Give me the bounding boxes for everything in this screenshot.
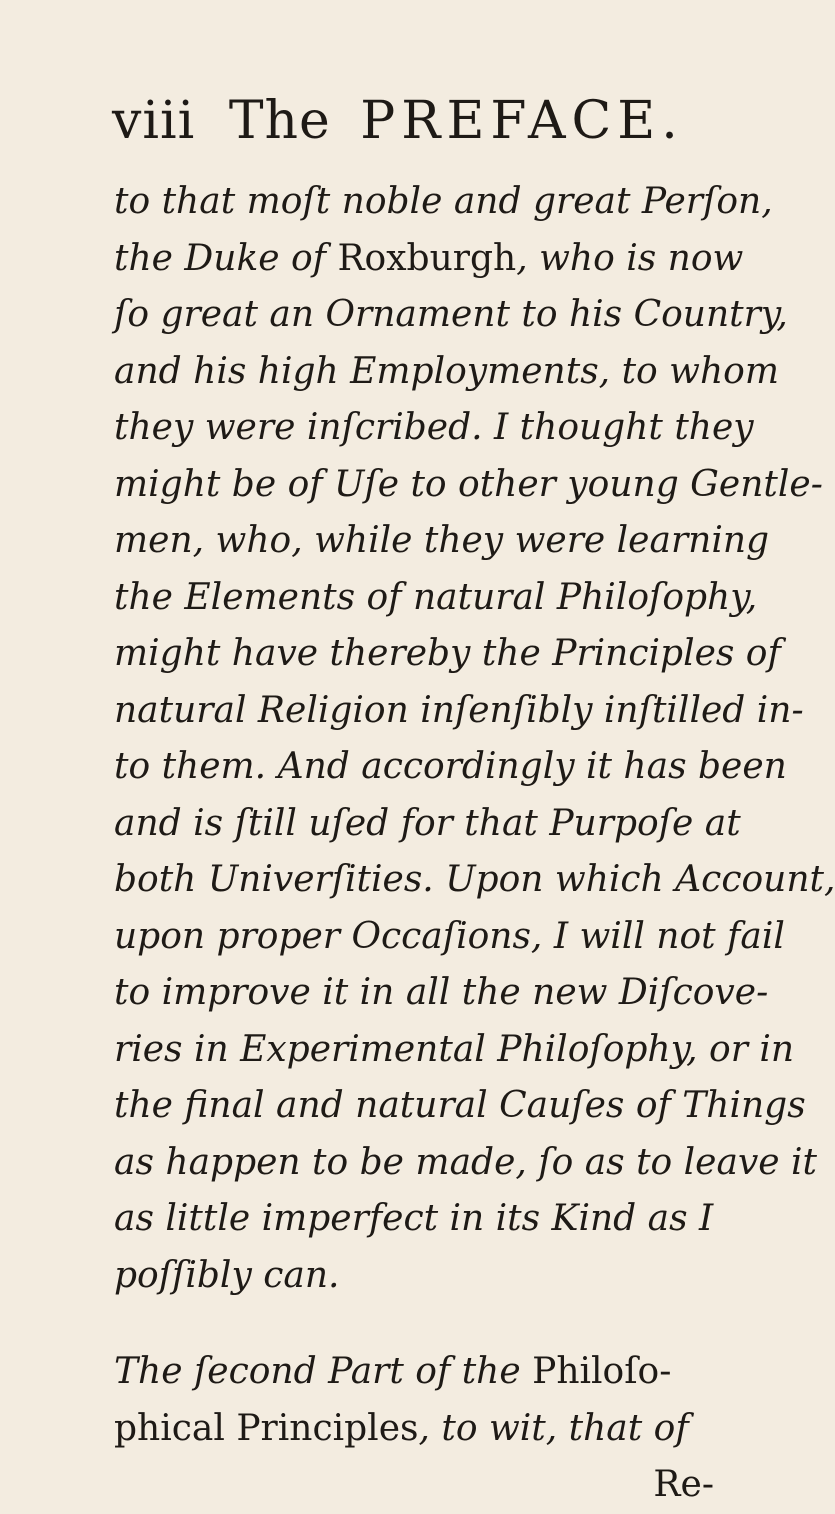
text-line: they were inſcribed. I thought they bbox=[114, 407, 754, 448]
text-line bbox=[114, 231, 744, 288]
text-segment: , who is now bbox=[516, 237, 744, 279]
page-number: viii bbox=[112, 91, 196, 151]
text-line: both Univerſities. Upon which Account, bbox=[114, 859, 835, 900]
text-line: natural Religion inſenſibly inſtilled in- bbox=[114, 689, 804, 731]
text-line: might be of Uſe to other young Gentle- bbox=[114, 463, 823, 505]
header-the: The bbox=[228, 91, 331, 151]
text-line: men, who, while they were learning bbox=[114, 520, 770, 561]
paragraph-gap bbox=[114, 1304, 714, 1344]
text-line: to them. And accordingly it has been bbox=[114, 746, 787, 787]
header-title: PREFACE. bbox=[360, 91, 684, 151]
text-line: and his high Employments, to whom bbox=[114, 350, 779, 392]
running-header bbox=[112, 86, 684, 156]
text-line: to improve it in all the new Diſcove- bbox=[114, 972, 769, 1013]
text-line: to that moſt noble and great Perſon, bbox=[114, 181, 773, 222]
text-line: might have thereby the Principles of bbox=[114, 633, 781, 674]
text-line bbox=[114, 1344, 714, 1401]
page-body-text bbox=[114, 174, 835, 1514]
name-roxburgh: Roxburgh bbox=[337, 237, 517, 279]
text-line: and is ſtill uſed for that Purpoſe at bbox=[114, 802, 741, 844]
text-segment: phical Principles bbox=[114, 1407, 419, 1449]
text-line: as happen to be made, ſo as to leave it bbox=[114, 1141, 818, 1183]
text-segment: The ſecond Part of the bbox=[114, 1351, 533, 1392]
text-line: ries in Experimental Philoſophy, or in bbox=[114, 1028, 795, 1070]
catchword-text: Re- bbox=[653, 1464, 714, 1505]
text-line: ſo great an Ornament to his Country, bbox=[114, 294, 788, 335]
text-line: the Elements of natural Philoſophy, bbox=[114, 576, 758, 618]
text-line: as little imperfect in its Kind as I bbox=[114, 1198, 714, 1239]
word-philoso: Philoſo- bbox=[532, 1351, 672, 1392]
text-line: poſſibly can. bbox=[114, 1254, 340, 1296]
catchword bbox=[114, 1457, 714, 1514]
text-segment: the Duke of bbox=[114, 237, 338, 279]
text-line: the final and natural Cauſes of Things bbox=[114, 1085, 806, 1126]
text-line bbox=[114, 1401, 714, 1458]
text-segment: to wit, that of bbox=[441, 1407, 689, 1449]
text-segment: , bbox=[418, 1407, 442, 1449]
text-line: upon proper Occaſions, I will not fail bbox=[114, 915, 785, 957]
